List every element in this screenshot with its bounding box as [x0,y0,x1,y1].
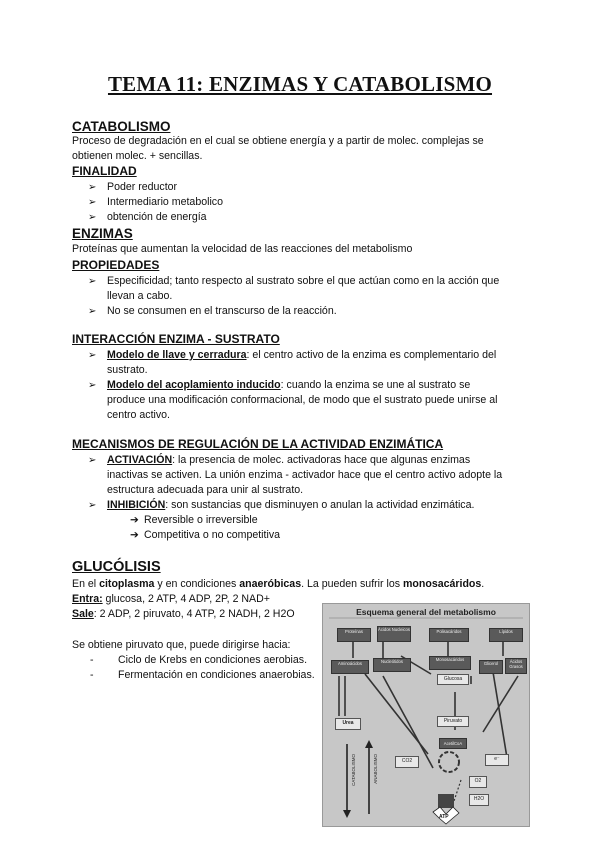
arrow-bullet-icon: ➢ [88,350,97,361]
label-anabolismo: ANABOLISMO [373,754,378,784]
box-lipidos: Lípidos [489,628,523,642]
prop1-line2: llevan a cabo. [107,290,173,302]
list-item: ➢ INHIBICIÓN: son sustancias que disminuyen o anulan la actividad enzimática. [88,499,475,511]
box-piruvato: Piruvato [437,716,469,727]
box-polisacaridos: Polisacáridos [429,628,469,642]
box-electrons: e⁻ [485,754,509,766]
arrow-bullet-icon: ➢ [88,212,97,223]
heading-catabolismo: CATABOLISMO [72,119,171,134]
box-glicerol: Glicerol [479,660,503,674]
arrow-bullet-icon: ➢ [88,276,97,287]
heading-glucolisis: GLUCÓLISIS [72,559,161,575]
act-line3: estructura adecuada para unir al sustrato. [107,484,304,496]
glucolisis-entra: Entra: glucosa, 2 ATP, 4 ADP, 2P, 2 NAD+ [72,593,270,605]
arrow-right-icon: ➔ [130,514,139,526]
box-acidos-nucleicos: Ácidos Nucleicos [377,626,411,642]
arrow-bullet-icon: ➢ [88,306,97,317]
catabolismo-line1: Proceso de degradación en el cual se obtiene energía y a partir de molec. complejas se [72,135,484,147]
list-item: ➢ Modelo del acoplamiento inducido: cuando la enzima se une al sustrato se [88,379,471,391]
heading-mecanismos: MECANISMOS DE REGULACIÓN DE LA ACTIVIDAD ENZIMÁTICA [72,437,444,451]
list-item: ➔ Competitiva o no competitiva [130,529,281,541]
arrow-bullet-icon: ➢ [88,380,97,391]
arrow-bullet-icon: ➢ [88,500,97,511]
list-item: ➢ No se consumen en el transcurso de la reacción. [88,305,337,317]
box-proteinas: Proteínas [337,628,371,642]
list-item: ➔ Reversible o irreversible [130,514,258,526]
heading-propiedades: PROPIEDADES [72,258,160,272]
box-urea: Urea [335,718,361,730]
m1-line2: sustrato. [107,364,148,376]
list-item: ➢ Intermediario metabolico [88,196,223,208]
act-line2: inactivas se activen. La unión enzima - activador hace que el centro activo adopte la [107,469,503,481]
arrow-right-icon: ➔ [130,529,139,541]
diagram-title: Esquema general del metabolismo [356,607,496,617]
box-nucleotidos: Nucleótidos [373,658,411,672]
box-h2o: H2O [469,794,489,806]
box-acetilcoa: AcetilCoA [439,738,467,749]
box-co2: CO2 [395,756,419,768]
catabolismo-line2: obtienen molec. + sencillas. [72,150,203,162]
box-o2: O2 [469,776,487,788]
arrow-bullet-icon: ➢ [88,182,97,193]
arrow-bullet-icon: ➢ [88,455,97,466]
list-item: ➢ Especificidad; tanto respecto al sustrato sobre el que actúan como en la acción que [88,275,500,287]
box-glucosa: Glucosa [437,674,469,685]
heading-enzimas: ENZIMAS [72,226,133,241]
list-item: ➢ obtención de energía [88,211,207,223]
m2-line2: produce una modificación conformacional, de modo que el sustrato puede unirse al [107,394,498,406]
enzimas-desc: Proteínas que aumentan la velocidad de las reacciones del metabolismo [72,243,413,255]
box-acidos-grasos: Ácidos Grasos [505,658,527,674]
page-title: TEMA 11: ENZIMAS Y CATABOLISMO [107,72,493,96]
box-aminoacidos: Aminoácidos [331,660,369,674]
list-item: ➢ Poder reductor [88,181,178,193]
m2-line3: centro activo. [107,409,171,421]
glucolisis-sale: Sale: 2 ADP, 2 piruvato, 4 ATP, 2 NADH, 2 H2O [72,608,295,620]
heading-interaccion: INTERACCIÓN ENZIMA - SUSTRATO [72,332,280,346]
arrow-bullet-icon: ➢ [88,197,97,208]
glucolisis-piruvato: Se obtiene piruvato que, puede dirigirse hacia: [72,639,291,651]
atp-label: ATP [439,814,449,820]
heading-finalidad: FINALIDAD [72,164,137,178]
box-monosacaridos: Monosacáridos [429,656,471,670]
list-item: ➢ Modelo de llave y cerradura: el centro activo de la enzima es complementario del [88,349,497,361]
label-catabolismo: CATABOLISMO [351,754,356,786]
list-item: ➢ ACTIVACIÓN: la presencia de molec. activadoras hace que algunas enzimas [88,454,471,466]
metabolism-diagram [322,603,530,827]
glucolisis-intro: En el citoplasma y en condiciones anaeróbicas. La pueden sufrir los monosacáridos. [72,578,485,590]
